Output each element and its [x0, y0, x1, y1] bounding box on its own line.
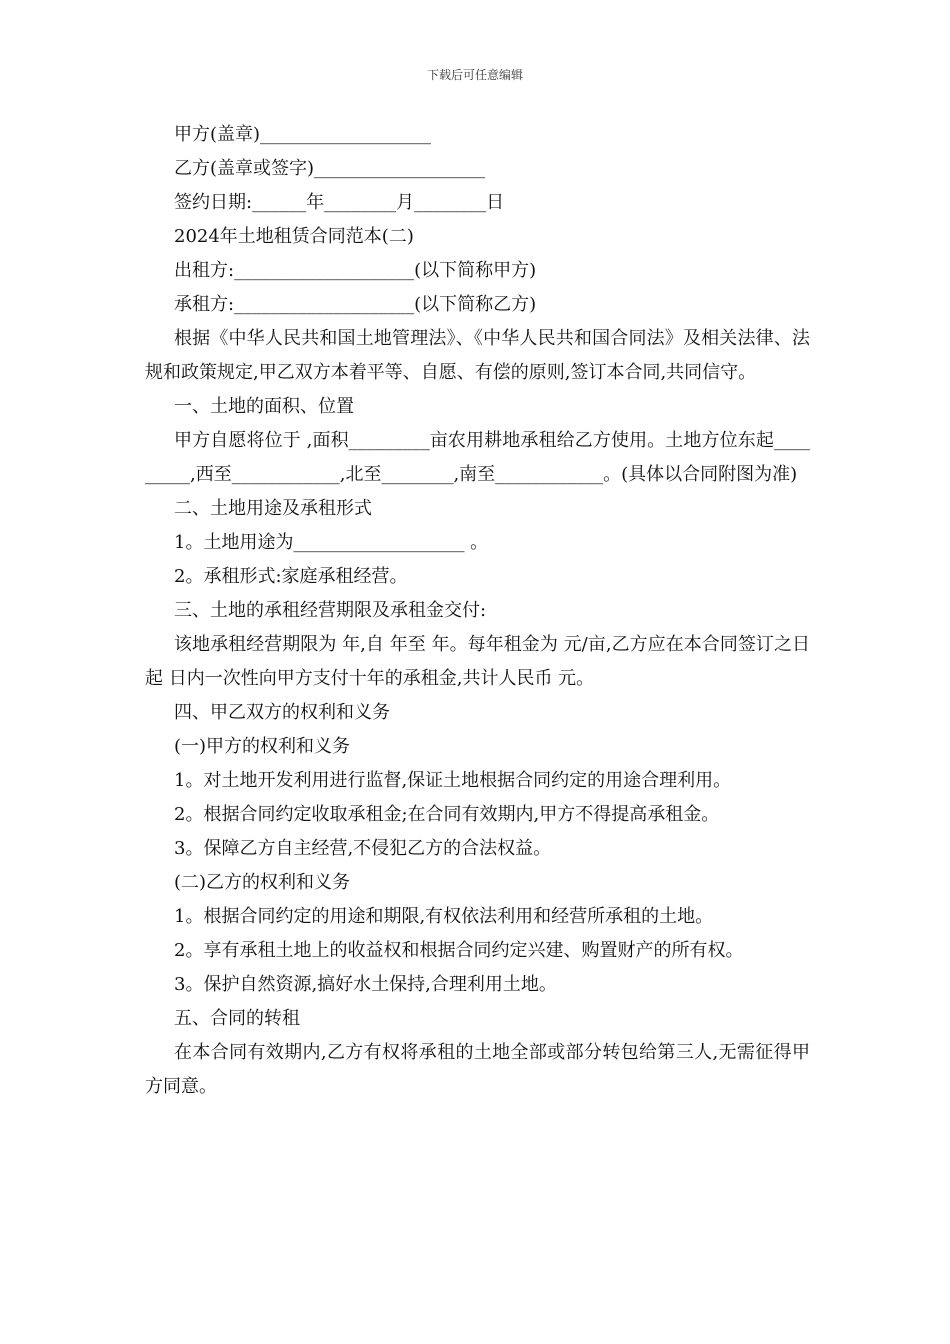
section-4b-item-1: 1。根据合同约定的用途和期限,有权依法利用和经营所承租的土地。 [174, 906, 714, 927]
section-2-item-2: 2。承租形式:家庭承租经营。 [174, 566, 408, 587]
lessor-line: 出租方:____________________(以下简称甲方) [174, 260, 537, 281]
section-3-body: 该地承租经营期限为 年,自 年至 年。每年租金为 元/亩,乙方应在本合同签订之日起 日内一次性向甲方支付十年的承租金,共计人民币 元。 [145, 634, 810, 689]
section-4a-item-1: 1。对土地开发利用进行监督,保证土地根据合同约定的用途合理利用。 [174, 770, 732, 791]
document-title: 2024年土地租赁合同范本(二) [174, 226, 414, 247]
document-body [145, 118, 810, 1104]
section-2-item-1: 1。土地用途为___________________ 。 [174, 532, 489, 553]
section-4a-title: (一)甲方的权利和义务 [174, 736, 351, 757]
section-5-title: 五、合同的转租 [174, 1008, 300, 1029]
section-1-body: 甲方自愿将位于 ,面积_________亩农用耕地承租给乙方使用。土地方位东起_________,西至____________,北至________,南至____________。(具体以合同附图为准) [145, 430, 810, 485]
section-4b-item-3: 3。保护自然资源,搞好水土保持,合理利用土地。 [174, 974, 557, 995]
section-3-title: 三、土地的承租经营期限及承租金交付: [174, 600, 487, 621]
section-4a-item-3: 3。保障乙方自主经营,不侵犯乙方的合法权益。 [174, 838, 552, 859]
section-4-title: 四、甲乙双方的权利和义务 [174, 702, 390, 723]
header-note: 下载后可任意编辑 [426, 68, 523, 82]
section-1-title: 一、土地的面积、位置 [174, 396, 354, 417]
section-4b-title: (二)乙方的权利和义务 [174, 872, 351, 893]
section-5-body: 在本合同有效期内,乙方有权将承租的土地全部或部分转包给第三人,无需征得甲方同意。 [145, 1042, 810, 1097]
preamble-paragraph: 根据《中华人民共和国土地管理法》、《中华人民共和国合同法》及相关法律、法规和政策规定,甲乙双方本着平等、自愿、有偿的原则,签订本合同,共同信守。 [145, 328, 810, 383]
party-a-seal-line: 甲方(盖章)___________________ [174, 124, 432, 145]
section-2-title: 二、土地用途及承租形式 [174, 498, 372, 519]
signing-date-line: 签约日期:______年________月________日 [174, 192, 505, 213]
section-4a-item-2: 2。根据合同约定收取承租金;在合同有效期内,甲方不得提高承租金。 [174, 804, 720, 825]
lessee-line: 承租方:____________________(以下简称乙方) [174, 294, 537, 315]
party-b-seal-line: 乙方(盖章或签字)___________________ [174, 158, 486, 179]
section-4b-item-2: 2。享有承租土地上的收益权和根据合同约定兴建、购置财产的所有权。 [174, 940, 744, 961]
